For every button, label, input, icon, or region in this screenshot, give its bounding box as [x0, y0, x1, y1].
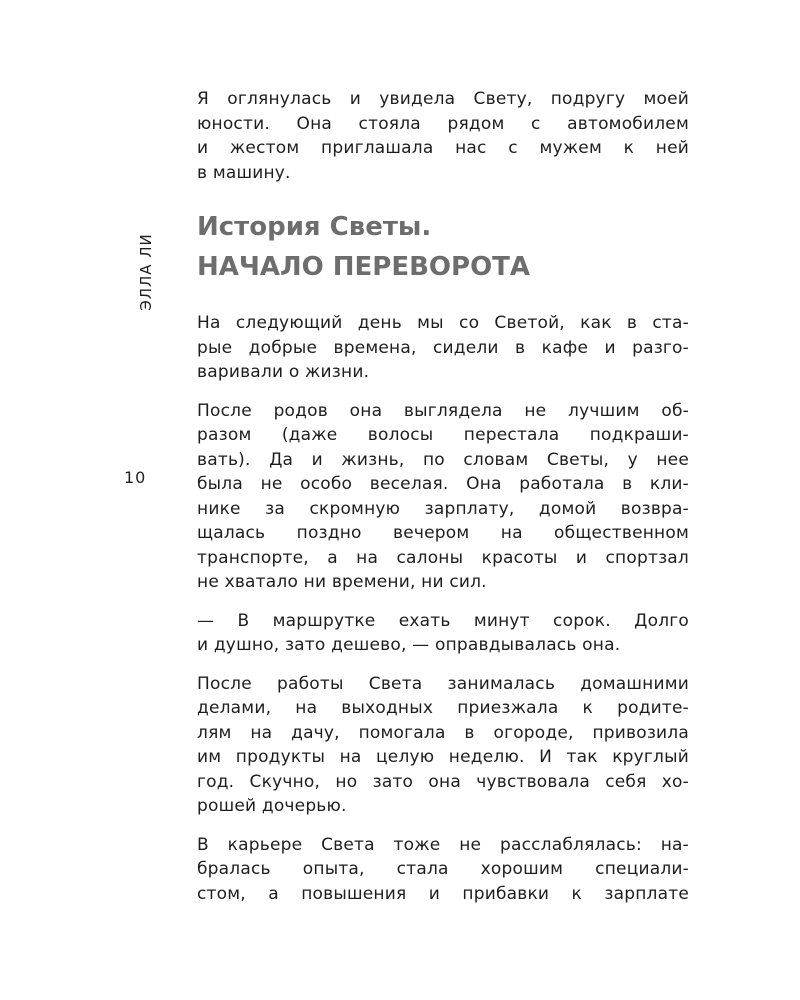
text-line: Я оглянулась и увидела Свету, подругу моей	[197, 89, 689, 109]
text-line: На следующий день мы со Светой, как в ста-	[197, 313, 689, 333]
text-line: была не особо веселая. Она работала в кли-	[197, 474, 689, 494]
text-line: В карьере Света тоже не расслаблялась: на-	[197, 834, 689, 855]
text-line: щалась поздно вечером на общественном	[197, 523, 689, 543]
text-line: стом, а повышения и прибавки к зарплате	[197, 883, 689, 904]
text-line: в машину.	[197, 162, 291, 183]
chapter-heading	[197, 207, 689, 287]
paragraph	[197, 399, 689, 595]
text-line: делами, на выходных приезжала к родите-	[197, 698, 689, 718]
paragraph	[197, 672, 689, 819]
text-line: — В маршрутке ехать минут сорок. Долго	[197, 610, 689, 631]
text-line: не хватало ни времени, ни сил.	[197, 572, 487, 592]
paragraph	[197, 833, 689, 907]
text-line: и жестом приглашала нас с мужем к ней	[197, 138, 689, 158]
text-line: После родов она выглядела не лучшим об-	[197, 400, 689, 421]
text-line: разом (даже волосы перестала подкраши-	[197, 425, 689, 445]
text-line: рые добрые времена, сидели в кафе и разго-	[197, 337, 689, 358]
text-line: бралась опыта, стала хорошим специали-	[197, 859, 689, 879]
paragraph-dialogue	[197, 609, 689, 658]
text-line: лям на дачу, помогала в огороде, привозила	[197, 722, 689, 743]
text-line: После работы Света занималась домашними	[197, 673, 689, 694]
text-line: рошей дочерью.	[197, 796, 347, 816]
text-line: юности. Она стояла рядом с автомобилем	[197, 113, 689, 134]
intro-paragraph	[197, 87, 689, 185]
text-line: вать). Да и жизнь, по словам Светы, у нее	[197, 449, 689, 470]
running-head-author: ЭЛЛА ЛИ	[137, 233, 155, 311]
chapter-heading-title: История Светы.	[197, 212, 432, 242]
text-line: транспорте, а на салоны красоты и спортзал	[197, 547, 689, 568]
page-number: 10	[124, 468, 147, 487]
text-line: нике за скромную зарплату, домой возвра-	[197, 498, 689, 519]
text-line: и душно, зато дешево, — оправдывалась она.	[197, 635, 621, 655]
text-line: год. Скучно, но зато она чувствовала себя хо-	[197, 771, 689, 792]
paragraph	[197, 311, 689, 385]
body-text	[197, 87, 689, 920]
text-line: им продукты на целую неделю. И так круглый	[197, 747, 689, 767]
text-line: варивали о жизни.	[197, 362, 370, 382]
chapter-heading-subtitle: НАЧАЛО ПЕРЕВОРОТА	[197, 252, 531, 282]
